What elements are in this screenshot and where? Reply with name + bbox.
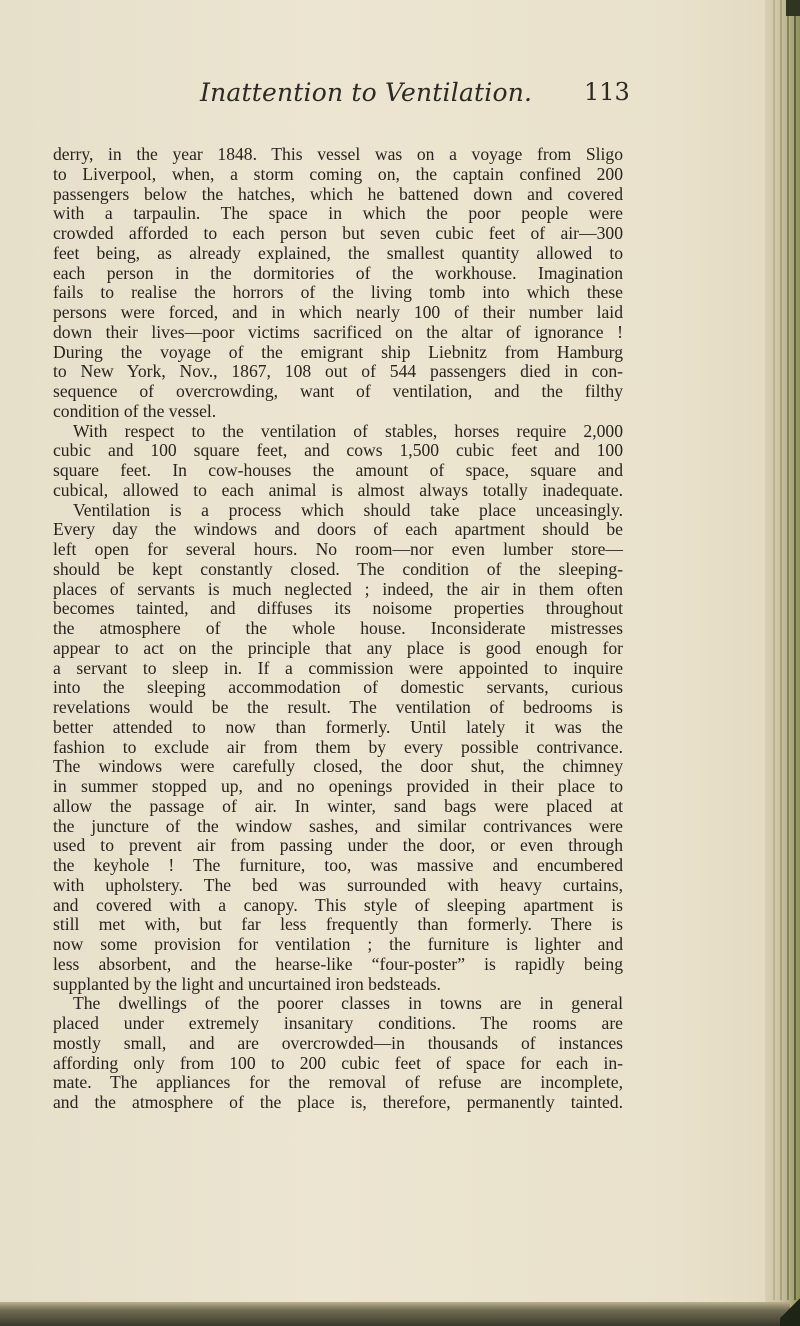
text-line: the atmosphere of the whole house. Inconsiderate mistresses <box>53 618 623 638</box>
page-number: 113 <box>584 78 630 106</box>
page-corner-bottom <box>780 1295 800 1326</box>
text-line: condition of the vessel. <box>53 400 217 421</box>
text-line: cubical, allowed to each animal is almost always totally inadequate. <box>53 479 623 500</box>
text-line: derry, in the year 1848. This vessel was on a voyage from Sligo <box>53 144 623 164</box>
running-title: Inattention to Ventilation. <box>200 78 533 107</box>
text-line: and covered with a canopy. This style of sleeping apartment is <box>53 894 623 915</box>
text-line: still met with, but far less frequently than formerly. There is <box>53 914 623 935</box>
page-header <box>0 78 800 128</box>
page-corner-top <box>786 0 800 16</box>
edge-shading <box>787 0 789 1300</box>
text-line: and the atmosphere of the place is, therefore, permanently tainted. <box>53 1092 623 1112</box>
text-line: places of servants is much neglected ; indeed, the air in them often <box>53 578 623 599</box>
text-line: with upholstery. The bed was surrounded with heavy curtains, <box>53 874 623 895</box>
text-line: During the voyage of the emigrant ship Liebnitz from Hamburg <box>53 341 623 362</box>
text-line: The dwellings of the poorer classes in towns are in general <box>73 993 623 1014</box>
text-line: left open for several hours. No room—nor even lumber store— <box>53 539 623 559</box>
text-line: placed under extremely insanitary conditions. The rooms are <box>53 1013 623 1033</box>
text-line: less absorbent, and the hearse-like “four-poster” is rapidly being <box>53 953 623 974</box>
text-line: becomes tainted, and diffuses its noisome properties throughout <box>53 598 623 619</box>
text-line: into the sleeping accommodation of domestic servants, curious <box>53 677 623 698</box>
text-line: crowded afforded to each person but seven cubic feet of air—300 <box>53 223 623 243</box>
text-line: to Liverpool, when, a storm coming on, the captain confined 200 <box>53 163 623 184</box>
text-line: in summer stopped up, and no openings provided in their place to <box>53 776 623 796</box>
text-line: with a tarpaulin. The space in which the poor people were <box>53 203 623 224</box>
page-bottom-edge <box>0 1302 790 1326</box>
text-line: should be kept constantly closed. The condition of the sleeping- <box>53 558 623 579</box>
text-line: now some provision for ventilation ; the furniture is lighter and <box>53 934 623 954</box>
text-line: to New York, Nov., 1867, 108 out of 544 passengers died in con- <box>53 361 623 382</box>
text-line: sequence of overcrowding, want of ventilation, and the filthy <box>53 381 623 401</box>
text-line: square feet. In cow-houses the amount of space, square and <box>53 460 623 480</box>
text-line: feet being, as already explained, the smallest quantity allowed to <box>53 242 623 263</box>
text-line: fails to realise the horrors of the living tomb into which these <box>53 282 623 303</box>
text-line: supplanted by the light and uncurtained iron bedsteads. <box>53 973 441 994</box>
text-line: affording only from 100 to 200 cubic feet of space for each in- <box>53 1052 623 1073</box>
body-text <box>53 145 623 1113</box>
text-line: With respect to the ventilation of stables, horses require 2,000 <box>73 420 623 441</box>
text-line: the juncture of the window sashes, and similar contrivances were <box>53 815 623 836</box>
text-line: mostly small, and are overcrowded—in thousands of instances <box>53 1032 623 1053</box>
text-line: persons were forced, and in which nearly 100 of their number laid <box>53 302 623 322</box>
page-edge <box>765 0 800 1326</box>
edge-shading <box>794 0 796 1300</box>
text-line: Ventilation is a process which should take place unceasingly. <box>73 499 623 520</box>
edge-shading <box>780 0 782 1300</box>
text-line: The windows were carefully closed, the door shut, the chimney <box>53 756 623 777</box>
text-line: mate. The appliances for the removal of refuse are incomplete, <box>53 1072 623 1093</box>
text-line: Every day the windows and doors of each apartment should be <box>53 519 623 540</box>
text-line: down their lives—poor victims sacrificed on the altar of ignorance ! <box>53 321 623 342</box>
text-line: passengers below the hatches, which he battened down and covered <box>53 183 623 204</box>
edge-shading <box>773 0 775 1300</box>
text-line: fashion to exclude air from them by every possible contrivance. <box>53 736 623 757</box>
text-line: each person in the dormitories of the workhouse. Imagination <box>53 262 623 283</box>
text-line: appear to act on the principle that any place is good enough for <box>53 637 623 658</box>
text-line: the keyhole ! The furniture, too, was massive and encumbered <box>53 855 623 875</box>
text-line: allow the passage of air. In winter, sand bags were placed at <box>53 795 623 816</box>
text-line: a servant to sleep in. If a commission were appointed to inquire <box>53 657 623 678</box>
text-line: used to prevent air from passing under the door, or even through <box>53 835 623 856</box>
text-line: revelations would be the result. The ventilation of bedrooms is <box>53 697 623 717</box>
text-line: better attended to now than formerly. Until lately it was the <box>53 716 623 737</box>
text-line: cubic and 100 square feet, and cows 1,500 cubic feet and 100 <box>53 440 623 461</box>
